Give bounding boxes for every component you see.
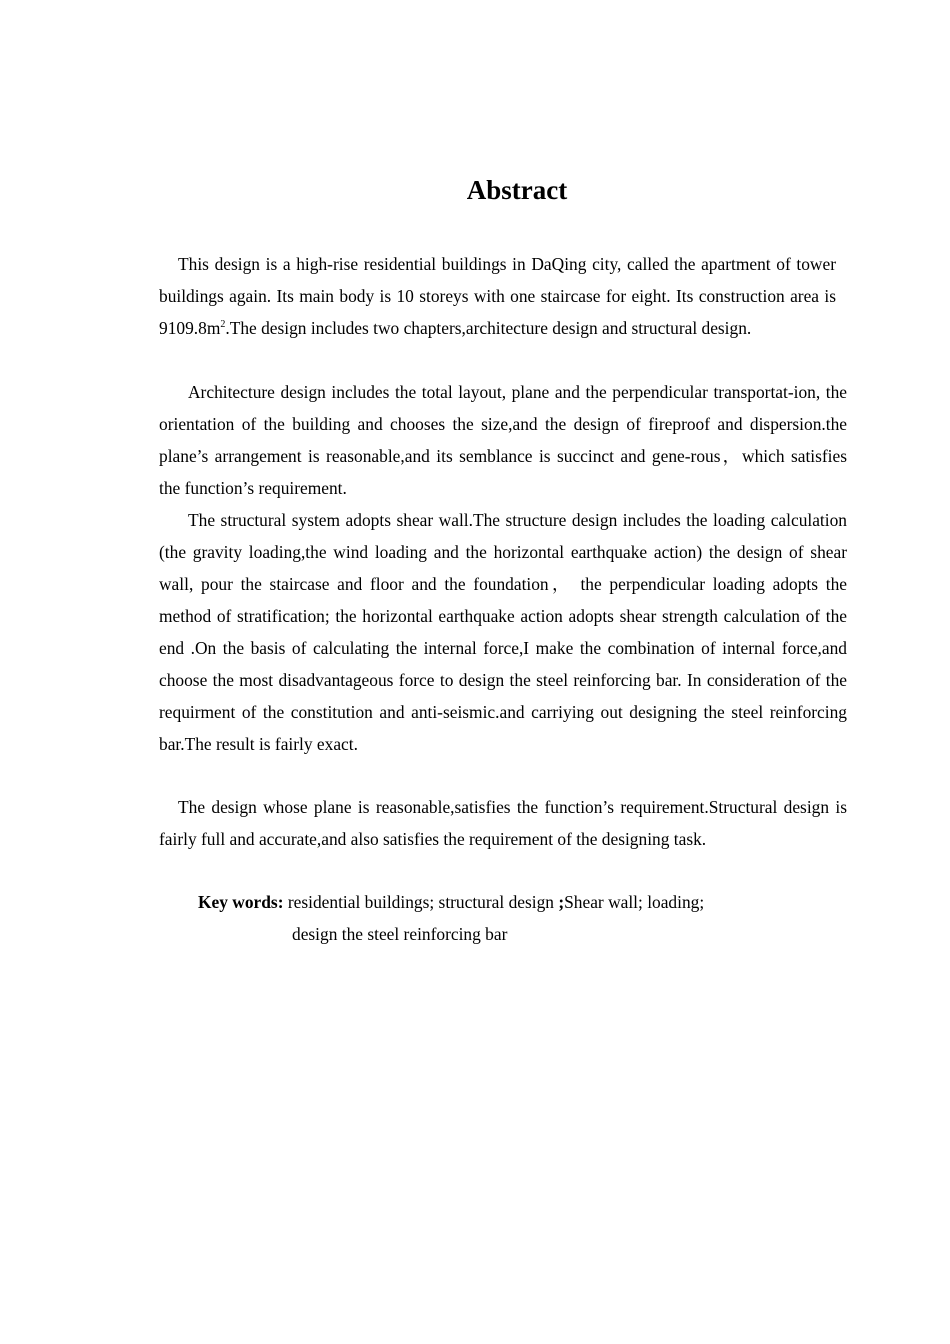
paragraph-1-text-b: .The design includes two chapters,architecture design and structural design. xyxy=(225,318,752,338)
paragraph-1-text-a: This design is a high-rise residential buildings in DaQing city, called the apartment of tower buildings again. Its main body is 10 storeys with one staircase for eight. Its construction area is 9109.8m xyxy=(159,254,836,338)
abstract-title: Abstract xyxy=(466,175,568,205)
abstract-paragraph-1 xyxy=(159,248,836,344)
keywords-part-2: Shear wall; loading; xyxy=(564,892,705,912)
abstract-paragraph-3: The structural system adopts shear wall.The structure design includes the loading calculation (the gravity loading,the wind loading and the horizontal earthquake action) the design of shear wall, pour the staircase and floor and the foundation， the perpendicular loading adopts the method of stratification; the horizontal earthquake action adopts shear strength calculation of the end .On the basis of calculating the internal force,I make the combination of internal force,and choose the most disadvantageous force to design the steel reinforcing bar. In consideration of the requirment of the constitution and anti-seismic.and carriying out designing the steel reinforcing bar.The result is fairly exact. xyxy=(159,510,847,754)
abstract-paragraph-2: Architecture design includes the total layout, plane and the perpendicular transportat-ion, the orientation of the building and chooses the size,and the design of fireproof and dispersion.the plane’s arrangement is reasonable,and its semblance is succinct and gene-rous，which satisfies the function’s requirement. xyxy=(159,382,847,498)
abstract-paragraph-4: The design whose plane is reasonable,satisfies the function’s requirement.Structural design is fairly full and accurate,and also satisfies the requirement of the designing task. xyxy=(159,797,847,849)
keywords-line-2: design the steel reinforcing bar xyxy=(292,924,508,944)
keywords-block xyxy=(198,886,818,950)
keywords-part-1: residential buildings; structural design xyxy=(283,892,559,912)
keywords-label: Key words: xyxy=(198,892,284,912)
area-superscript: 2 xyxy=(220,319,226,331)
keywords-separator: ; xyxy=(558,892,565,912)
